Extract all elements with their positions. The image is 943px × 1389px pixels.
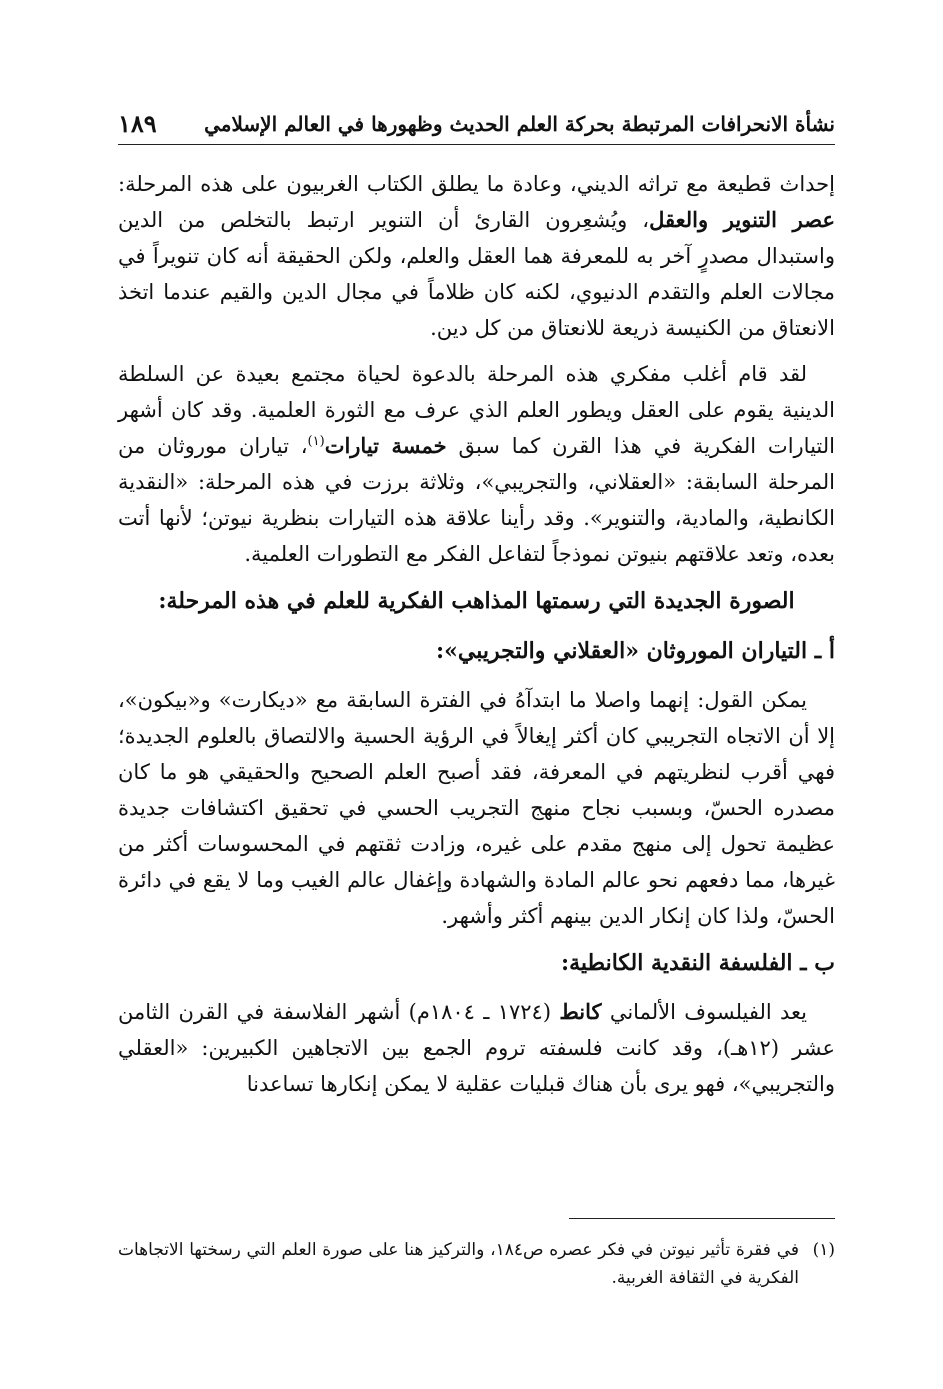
subheading-a: أ ـ التياران الموروثان «العقلاني والتجريبي»:: [436, 638, 835, 664]
subheading-b: ب ـ الفلسفة النقدية الكانطية:: [560, 950, 835, 976]
footnote: [118, 1236, 835, 1292]
paragraph-4-text-a: يعد الفيلسوف الألماني: [601, 1000, 808, 1024]
running-title: نشأة الانحرافات المرتبطة بحركة العلم الحديث وظهورها في العالم الإسلامي: [204, 112, 835, 136]
page-number: ١٨٩: [118, 109, 157, 138]
paragraph-2-text-b: ، تياران موروثان من المرحلة السابقة: «العقلاني، والتجريبي»، وثلاثة برزت في هذه المرحلة: «النقدية الكانطية، والمادية، والتنوير». وقد رأينا علاقة هذه التيارات بنظرية نيوتن؛ لأنها أتت بعده، وتعد علاقتهم بنيوتن نموذجاً لتفاعل الفكر مع التطورات العلمية.: [118, 434, 835, 566]
page-header: [118, 96, 835, 145]
paragraph-4-bold: كانط: [559, 999, 602, 1024]
footnote-divider: [569, 1218, 835, 1219]
paragraph-1: [118, 166, 835, 346]
paragraph-4-text-b: (١٧٢٤ ـ ١٨٠٤م) أشهر الفلاسفة في القرن الثامن عشر (١٢هـ)، وقد كانت فلسفته تروم الجمع بين الاتجاهين الكبيرين: «العقلي والتجريبي»، فهو يرى بأن هناك قبليات عقلية لا يمكن إنكارها تساعدنا: [118, 1000, 835, 1096]
paragraph-1-text-b: ، ويُشعِرون القارئ أن التنوير ارتبط بالتخلص من الدين واستبدال مصدرٍ آخر به للمعرفة هما العقل والعلم، ولكن الحقيقة أنه كان تنويراً في مجالات العلم والتقدم الدنيوي، لكنه كان ظلاماً في مجال الدين والقيم عندما اتخذ الانعتاق من الكنيسة ذريعة للانعتاق من كل دين.: [118, 208, 835, 340]
footnotes: [118, 1236, 835, 1292]
paragraph-2-bold: خمسة تيارات: [324, 433, 447, 458]
footnote-number: (١): [812, 1240, 835, 1260]
footnote-reference: (١): [307, 434, 325, 449]
paragraph-3: يمكن القول: إنهما واصلا ما ابتدآهُ في الفترة السابقة مع «ديكارت» و«بيكون»، إلا أن الاتجاه التجريبي كان أكثر إيغالاً في الرؤية الحسية والالتصاق بالعلوم الجديدة؛ فهي أقرب لنظريتهم في المعرفة، فقد أصبح العلم الصحيح والحقيقي هو ما كان مصدره الحسّ، وبسبب نجاح منهج التجريب الحسي في تحقيق اكتشافات جديدة عظيمة تحول إلى منهج مقدم على غيره، وزادت ثقتهم في المحسوسات أكثر من غيرها، مما دفعهم نحو عالم المادة والشهادة وإغفال عالم الغيب وما لا يقع في دائرة الحسّ، ولذا كان إنكار الدين بينهم أكثر وأشهر.: [118, 688, 835, 928]
footnote-text: في فقرة تأثير نيوتن في فكر عصره ص١٨٤، والتركيز هنا على صورة العلم التي رسختها الاتجاهات الفكرية في الثقافة الغربية.: [118, 1240, 799, 1288]
paragraph-1-bold: عصر التنوير والعقل: [649, 207, 835, 232]
page-body: [118, 166, 835, 1112]
paragraph-4: [118, 994, 835, 1102]
paragraph-1-text-a: إحداث قطيعة مع تراثه الديني، وعادة ما يطلق الكتاب الغربيون على هذه المرحلة:: [118, 172, 835, 196]
paragraph-2: [118, 356, 835, 572]
paragraph-2-text-a: لقد قام أغلب مفكري هذه المرحلة بالدعوة لحياة مجتمع بعيدة عن السلطة الدينية يقوم على العقل ويطور العلم الذي عرف مع الثورة العلمية. وقد كان أشهر التيارات الفكرية في هذا القرن كما سبق: [118, 362, 835, 458]
section-heading: الصورة الجديدة التي رسمتها المذاهب الفكرية للعلم في هذه المرحلة:: [158, 588, 795, 614]
